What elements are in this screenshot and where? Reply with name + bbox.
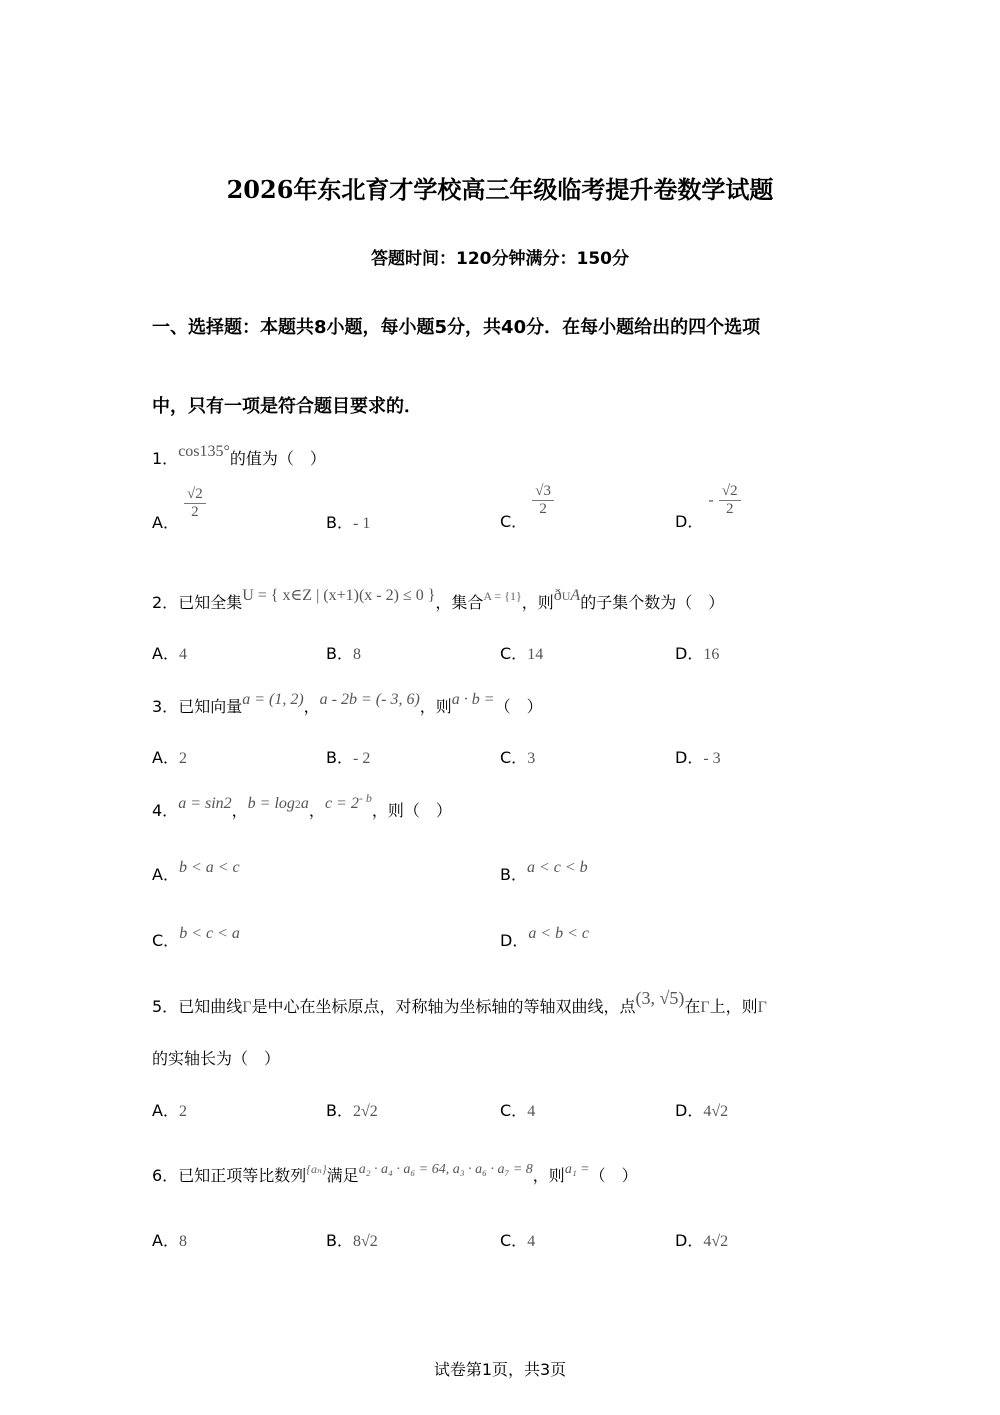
question-text: ， xyxy=(308,801,325,820)
option-value: - 1 xyxy=(352,515,371,532)
exam-info: 答题时间：120分钟满分：150分 xyxy=(371,249,629,269)
question-3 xyxy=(152,691,543,717)
question-text: （ ） xyxy=(494,697,543,716)
option-label: A． xyxy=(152,1231,179,1250)
log-base: 2 xyxy=(294,797,301,811)
option-label: B． xyxy=(326,1101,353,1120)
question-text: 已知正项等比数列 xyxy=(178,1166,307,1185)
question-5-line2: 的实轴长为（ ） xyxy=(152,1049,281,1068)
option-label: C． xyxy=(500,511,528,531)
option-d xyxy=(675,641,719,664)
option-b xyxy=(326,745,370,768)
math-a-def: a = sin2 xyxy=(178,795,232,812)
question-number: 2． xyxy=(152,593,179,612)
option-label: D． xyxy=(675,511,704,531)
math-b-def: b = log xyxy=(247,795,295,812)
option-c xyxy=(500,1228,535,1251)
question-1 xyxy=(152,443,326,469)
option-value: 4 xyxy=(178,646,187,663)
option-label: D． xyxy=(675,748,704,767)
option-value: - 2 xyxy=(352,750,371,767)
option-c xyxy=(500,1098,535,1121)
option-b xyxy=(326,641,361,664)
question-text: ， xyxy=(231,801,248,820)
option-label: A． xyxy=(152,644,179,663)
option-value: 2 xyxy=(178,1103,187,1120)
question-text: 满足 xyxy=(326,1166,359,1185)
fraction-numerator: √2 xyxy=(184,486,206,504)
question-text: ，则 xyxy=(521,593,554,612)
option-value: 4 xyxy=(527,1233,536,1250)
option-b xyxy=(326,1228,378,1251)
fraction xyxy=(184,486,206,520)
option-label: D． xyxy=(500,931,529,950)
option-a xyxy=(152,1228,187,1251)
option-sign: - xyxy=(708,491,714,509)
question-text: 已知向量 xyxy=(178,697,243,716)
fraction xyxy=(532,483,554,517)
option-label: C． xyxy=(152,931,180,950)
option-label: C． xyxy=(500,1231,528,1250)
fraction-numerator: √3 xyxy=(532,483,554,501)
option-label: A． xyxy=(152,1101,179,1120)
option-a xyxy=(152,1098,187,1121)
question-4 xyxy=(152,791,452,821)
option-value: - 3 xyxy=(703,750,721,767)
option-label: D． xyxy=(675,1101,704,1120)
question-number: 5． xyxy=(152,997,179,1016)
question-number: 1． xyxy=(152,449,179,468)
option-label: C． xyxy=(500,748,528,767)
question-text: ， xyxy=(303,697,320,716)
fraction-denominator: 2 xyxy=(725,500,734,517)
option-value: 16 xyxy=(703,646,720,663)
fraction-denominator: 2 xyxy=(539,500,547,517)
fraction-denominator: 2 xyxy=(191,503,199,520)
option-value: 4√2 xyxy=(703,1103,729,1120)
option-a xyxy=(152,859,240,885)
question-text: ，则 xyxy=(419,697,452,716)
fraction xyxy=(719,483,741,517)
math-condition: a₂ · a₄ · a₆ = 64, a₃ · a₆ · a₇ = 8 xyxy=(358,1162,533,1177)
complement-subscript: U xyxy=(561,589,571,603)
math-set-a: A = {1} xyxy=(483,589,522,603)
option-label: B． xyxy=(326,1231,353,1250)
option-a xyxy=(152,486,206,532)
curve-symbol: Γ xyxy=(242,999,252,1016)
question-text: 是中心在坐标原点，对称轴为坐标轴的等轴双曲线，点 xyxy=(251,997,636,1016)
option-label: B． xyxy=(326,644,353,663)
log-argument: a xyxy=(300,795,309,812)
option-value: 4 xyxy=(527,1103,536,1120)
question-text: ，则（ ） xyxy=(371,801,452,820)
math-vector-2: a - 2b = (- 3, 6) xyxy=(319,691,420,708)
option-c xyxy=(500,641,543,664)
option-label: A． xyxy=(152,865,179,884)
curve-symbol: Γ xyxy=(757,999,767,1016)
option-value: 8 xyxy=(178,1233,187,1250)
question-number: 3． xyxy=(152,697,179,716)
option-value: b < a < c xyxy=(178,859,240,876)
question-text: 的子集个数为（ ） xyxy=(580,593,725,612)
option-label: B． xyxy=(326,748,353,767)
math-vector-1: a = (1, 2) xyxy=(242,691,304,708)
question-number: 4． xyxy=(152,801,179,820)
fraction-numerator: √2 xyxy=(719,483,741,501)
option-value: 8 xyxy=(352,646,361,663)
curve-symbol: Γ xyxy=(700,999,710,1016)
math-sequence: {aₙ} xyxy=(306,1162,327,1176)
option-a xyxy=(152,745,187,768)
math-target: a₁ = xyxy=(564,1162,590,1177)
question-text: ，则 xyxy=(532,1166,565,1185)
option-value: 2 xyxy=(178,750,187,767)
option-a xyxy=(152,641,187,664)
option-d xyxy=(675,483,741,531)
math-set-u: U = { x∈Z | (x+1)(x - 2) ≤ 0 } xyxy=(242,587,436,604)
question-5 xyxy=(152,988,767,1017)
option-c xyxy=(500,483,554,531)
option-label: C． xyxy=(500,1101,528,1120)
complement-set: A xyxy=(570,587,581,604)
option-value: b < c < a xyxy=(179,925,240,942)
math-point: (3, √5) xyxy=(635,988,685,1008)
page-footer: 试卷第1页，共3页 xyxy=(433,1360,567,1379)
option-label: A． xyxy=(152,748,179,767)
option-b xyxy=(500,859,588,885)
option-value: 14 xyxy=(527,646,544,663)
option-label: D． xyxy=(675,644,704,663)
option-d xyxy=(675,1228,728,1251)
question-text: （ ） xyxy=(589,1166,638,1185)
math-expression: cos135° xyxy=(178,443,230,460)
option-label: A． xyxy=(152,512,179,532)
option-d xyxy=(675,1098,728,1121)
question-text: 在 xyxy=(684,997,701,1016)
option-b xyxy=(326,510,370,533)
option-value: 3 xyxy=(527,750,536,767)
question-text: ，集合 xyxy=(435,593,484,612)
option-label: C． xyxy=(500,644,528,663)
section-heading-line1: 一、选择题：本题共8小题，每小题5分，共40分．在每小题给出的四个选项 xyxy=(152,317,761,338)
option-value: 8√2 xyxy=(352,1233,378,1250)
option-c xyxy=(500,745,535,768)
page-title: 2026年东北育才学校高三年级临考提升卷数学试题 xyxy=(226,175,774,204)
complement-symbol: ð xyxy=(553,587,562,604)
question-text: 上，则 xyxy=(709,997,758,1016)
math-c-def: c = 2 xyxy=(324,795,359,812)
option-d xyxy=(675,745,721,768)
section-heading-line2: 中，只有一项是符合题目要求的． xyxy=(152,396,422,417)
option-label: D． xyxy=(675,1231,704,1250)
option-value: a < c < b xyxy=(526,859,588,876)
question-6 xyxy=(152,1163,638,1186)
question-text: 已知全集 xyxy=(178,593,243,612)
option-value: a < b < c xyxy=(528,925,590,942)
math-dot-product: a · b = xyxy=(451,691,495,708)
option-d xyxy=(500,925,590,951)
question-text: 已知曲线 xyxy=(178,997,243,1016)
option-value: 4√2 xyxy=(703,1233,729,1250)
option-value: 2√2 xyxy=(352,1103,378,1120)
question-text: 的值为（ ） xyxy=(229,449,326,468)
option-c xyxy=(152,925,240,951)
question-number: 6． xyxy=(152,1166,179,1185)
exponent: - b xyxy=(358,791,372,805)
option-b xyxy=(326,1098,378,1121)
option-label: B． xyxy=(500,865,527,884)
option-label: B． xyxy=(326,513,353,532)
question-2 xyxy=(152,587,725,613)
